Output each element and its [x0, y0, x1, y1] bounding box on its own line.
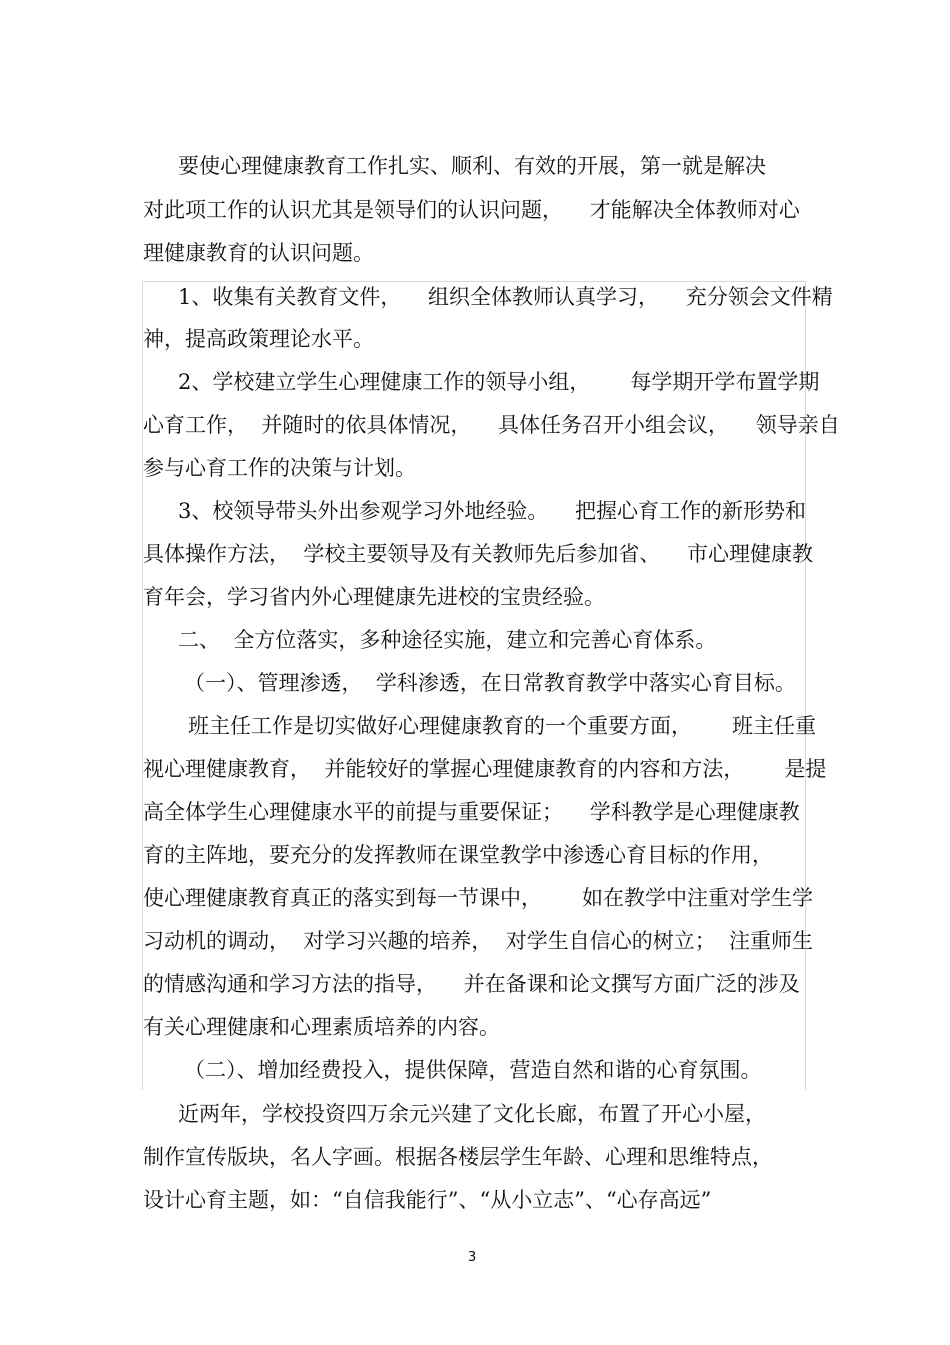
box-line-12: 视心理健康教育， 并能较好的掌握心理健康教育的内容和方法， 是提	[143, 757, 827, 781]
box-line-17: 的情感沟通和学习方法的指导， 并在备课和论文撰写方面广泛的涉及	[143, 972, 800, 996]
box-line-7: 具体操作方法， 学校主要领导及有关教师先后参加省、 市心理健康教	[143, 542, 814, 566]
box-line-1: 1、收集有关教育文件， 组织全体教师认真学习， 充分领会文件精	[178, 285, 833, 309]
box-line-6: 3、校领导带头外出参观学习外地经验。 把握心育工作的新形势和	[178, 499, 807, 523]
box-line-4: 心育工作， 并随时的依具体情况， 具体任务召开小组会议， 领导亲自	[143, 413, 840, 437]
intro-line-2: 对此项工作的认识尤其是领导们的认识问题， 才能解决全体教师对心	[143, 198, 800, 222]
intro-line-1: 要使心理健康教育工作扎实、顺利、有效的开展，第一就是解决	[178, 154, 766, 178]
outro-line-3: 设计心育主题，如：“自信我能行”、“从小立志”、“心存高远”	[143, 1188, 712, 1212]
box-line-2: 神，提高政策理论水平。	[143, 327, 374, 351]
page-number: 3	[468, 1250, 477, 1265]
box-line-13: 高全体学生心理健康水平的前提与重要保证； 学科教学是心理健康教	[143, 800, 800, 824]
box-line-14: 育的主阵地，要充分的发挥教师在课堂教学中渗透心育目标的作用，	[143, 843, 773, 867]
subheading-2: （二）、增加经费投入，提供保障，营造自然和谐的心育氛围。	[184, 1058, 762, 1082]
box-line-18: 有关心理健康和心理素质培养的内容。	[143, 1015, 500, 1039]
box-line-3: 2、学校建立学生心理健康工作的领导小组， 每学期开学布置学期	[178, 370, 820, 394]
outro-line-2: 制作宣传版块，名人字画。根据各楼层学生年龄、心理和思维特点，	[143, 1145, 773, 1169]
box-line-5: 参与心育工作的决策与计划。	[143, 456, 416, 480]
box-line-11: 班主任工作是切实做好心理健康教育的一个重要方面， 班主任重	[188, 714, 817, 738]
intro-line-3: 理健康教育的认识问题。	[143, 241, 374, 265]
box-line-16: 习动机的调动， 对学习兴趣的培养， 对学生自信心的树立； 注重师生	[143, 929, 814, 953]
subheading-1: （一）、管理渗透， 学科渗透，在日常教育教学中落实心育目标。	[184, 671, 796, 695]
box-line-8: 育年会，学习省内外心理健康先进校的宝贵经验。	[143, 585, 605, 609]
outro-line-1: 近两年，学校投资四万余元兴建了文化长廊，布置了开心小屋，	[178, 1102, 766, 1126]
box-line-15: 使心理健康教育真正的落实到每一节课中， 如在教学中注重对学生学	[143, 886, 814, 910]
section-heading-2: 二、 全方位落实，多种途径实施，建立和完善心育体系。	[178, 628, 717, 652]
